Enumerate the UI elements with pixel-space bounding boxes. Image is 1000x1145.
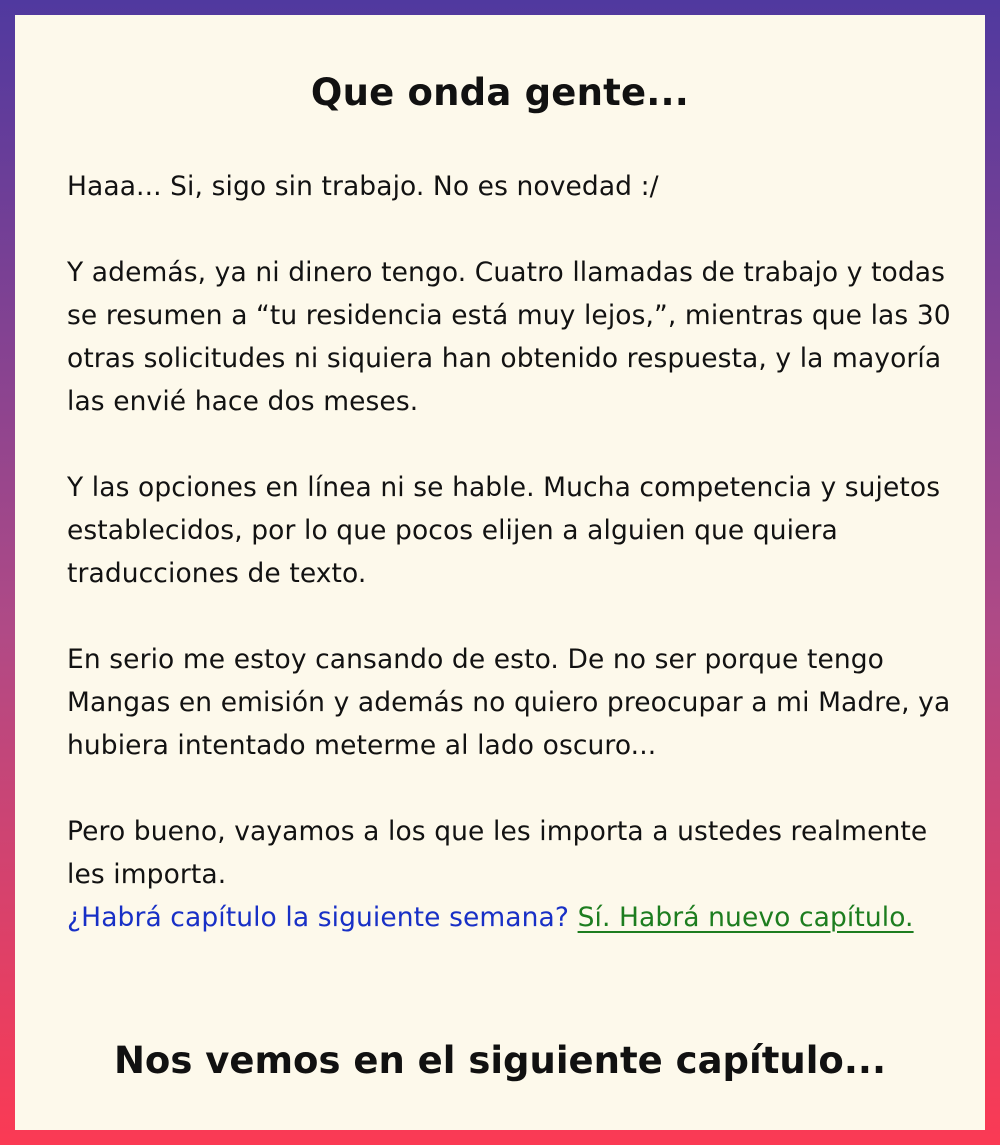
paragraph-transition: Pero bueno, vayamos a los que les importa a ustedes realmente les importa. [67,816,928,890]
chapter-question-line [67,896,962,939]
paragraph-tired: En serio me estoy cansando de esto. De no ser porque tengo Mangas en emisión y además no quiero preocupar a mi Madre, ya hubiera intentado meterme al lado oscuro... [67,644,951,761]
paragraph-intro: Haaa... Si, sigo sin trabajo. No es novedad :/ [67,171,659,202]
chapter-question: ¿Habrá capítulo la siguiente semana? [67,902,570,933]
message-body [67,165,962,939]
page-title: Que onda gente... [310,71,690,114]
message-card [15,15,985,1130]
farewell-heading: Nos vemos en el siguiente capítulo... [113,1039,887,1082]
chapter-answer-link[interactable]: Sí. Habrá nuevo capítulo. [577,902,914,933]
paragraph-money: Y además, ya ni dinero tengo. Cuatro llamadas de trabajo y todas se resumen a “tu residencia está muy lejos,”, mientras que las 30 otras solicitudes ni siquiera han obtenido respuesta, y la mayoría las envié hace dos meses. [67,257,951,417]
paragraph-online: Y las opciones en línea ni se hable. Mucha competencia y sujetos establecidos, por lo que pocos elijen a alguien que quiera traducciones de texto. [67,472,941,589]
